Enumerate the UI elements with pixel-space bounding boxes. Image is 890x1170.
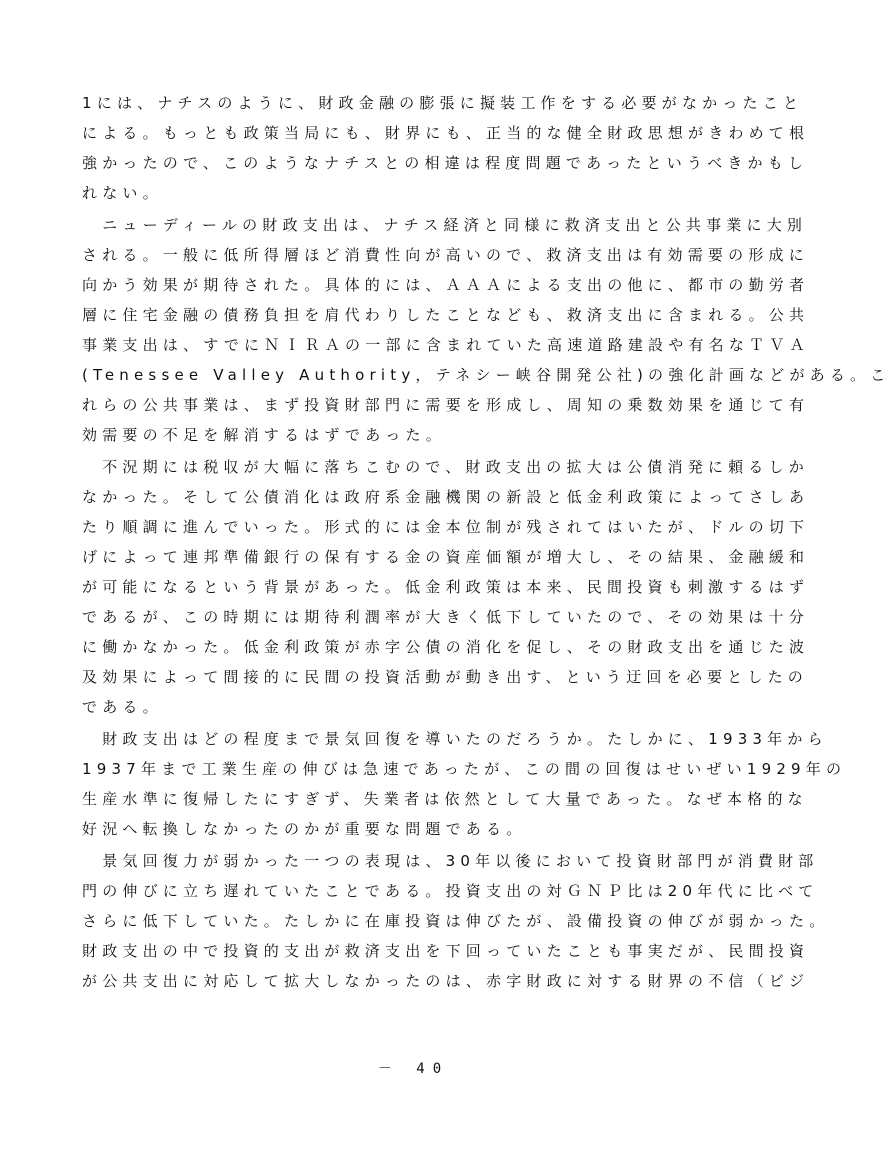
text-line: 1には、ナチスのように、財政金融の膨張に擬装工作をする必要がなかったこと: [82, 94, 804, 112]
text-line: による。もっとも政策当局にも、財界にも、正当的な健全財政思想がきわめて根: [82, 124, 810, 142]
text-line: 景気回復力が弱かった一つの表現は、30年以後において投資財部門が消費財部: [82, 852, 819, 870]
text-line: 生産水準に復帰したにすぎず、失業者は依然として大量であった。なぜ本格的な: [82, 790, 808, 808]
text-line: 好況へ転換しなかったのかが重要な問題である。: [82, 820, 527, 838]
paragraph: [82, 724, 847, 844]
text-line: 強かったので、このようなナチスとの相違は程度問題であったというべきかもし: [82, 154, 809, 172]
paragraph: [82, 846, 830, 996]
text-line: 及効果によって間接的に民間の投資活動が動き出す、という迂回を必要としたの: [82, 668, 809, 686]
text-line: なかった。そして公債消化は政府系金融機関の新設と低金利政策によってさしあ: [82, 488, 810, 506]
text-line: げによって連邦準備銀行の保有する金の資産価額が増大し、その結果、金融緩和: [82, 548, 810, 566]
text-line: さらに低下していた。たしかに在庫投資は伸びたが、設備投資の伸びが弱かった。: [82, 912, 830, 930]
text-line: 財政支出はどの程度まで景気回復を導いたのだろうか。たしかに、1933年から: [82, 730, 828, 748]
paragraph: [82, 452, 810, 722]
text-line: れない。: [82, 184, 163, 202]
text-line: される。一般に低所得層ほど消費性向が高いので、救済支出は有効需要の形成に: [82, 246, 809, 264]
text-line: 層に住宅金融の債務負担を肩代わりしたことなども、救済支出に含まれる。公共: [82, 306, 810, 324]
text-line: たり順調に進んでいった。形式的には金本位制が残されてはいたが、ドルの切下: [82, 518, 810, 536]
page-number: － 40: [377, 1061, 450, 1077]
text-line: が公共支出に対応して拡大しなかったのは、赤字財政に対する財界の不信（ビジ: [82, 972, 810, 990]
text-line: である。: [82, 698, 163, 716]
text-line: が可能になるという背景があった。低金利政策は本来、民間投資も刺激するはず: [82, 578, 810, 596]
text-line: (Tenessee Valley Authority，テネシー峡谷開発公社)の強化計画などがある。こ: [82, 366, 890, 384]
paragraph: [82, 88, 810, 208]
text-line: であるが、この時期には期待利潤率が大きく低下していたので、その効果は十分: [82, 608, 809, 626]
text-line: 向かう効果が期待された。具体的には、ＡＡＡによる支出の他に、都市の勤労者: [82, 276, 810, 294]
text-line: 不況期には税収が大幅に落ちこむので、財政支出の拡大は公債消発に頼るしか: [82, 458, 809, 476]
text-line: 効需要の不足を解消するはずであった。: [82, 426, 446, 444]
text-line: に働かなかった。低金利政策が赤字公債の消化を促し、その財政支出を通じた波: [82, 638, 810, 656]
text-line: 1937年まで工業生産の伸びは急速であったが、この間の回復はせいぜい1929年の: [82, 760, 847, 778]
paragraph: [82, 210, 890, 450]
text-line: 門の伸びに立ち遅れていたことである。投資支出の対ＧＮＰ比は20年代に比べて: [82, 882, 819, 900]
text-line: 事業支出は、すでにＮＩＲＡの一部に含まれていた高速道路建設や有名なＴＶＡ: [82, 336, 810, 354]
text-line: れらの公共事業は、まず投資財部門に需要を形成し、周知の乗数効果を通じて有: [82, 396, 810, 414]
body-text: [82, 88, 890, 996]
text-line: ニューディールの財政支出は、ナチス経済と同様に救済支出と公共事業に大別: [82, 216, 808, 234]
text-line: 財政支出の中で投資的支出が救済支出を下回っていたことも事実だが、民間投資: [82, 942, 810, 960]
